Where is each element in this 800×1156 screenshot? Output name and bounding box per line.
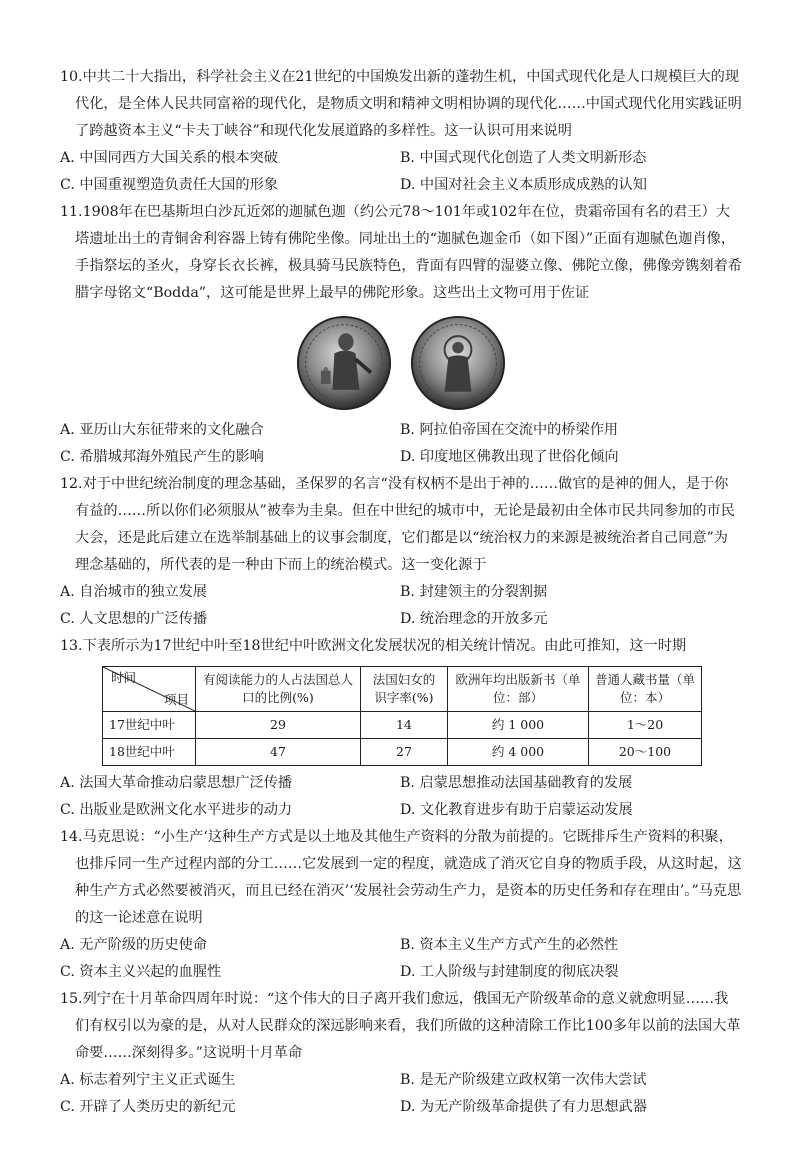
option-c[interactable]: C. 出版业是欧洲文化水平进步的动力 [60, 802, 293, 818]
question-11-stem: 11.1908年在巴基斯坦白沙瓦近郊的迦腻色迦（约公元78～101年或102年在位，贵霜帝国有名的君王）大塔遗址出土的青铜舍利容器上铸有佛陀坐像。同址出土的“迦腻色迦金币（如下图）”正面有迦腻色迦肖像，手指祭坛的圣火，身穿长衣长裤，极具骑马民族特色，背面有四臂的湿婆立像、佛陀立像，佛像旁镌刻着希腊字母铭文“Bodda”，这可能是世界上最早的佛陀形象。这些出土文物可用于佐证 [60, 204, 742, 301]
option-a[interactable]: A. 中国同西方大国关系的根本突破 [60, 150, 278, 166]
option-d[interactable]: D. 文化教育进步有助于启蒙运动发展 [400, 802, 633, 818]
question-13-options [60, 770, 742, 824]
option-c[interactable]: C. 资本主义兴起的血腥性 [60, 964, 222, 980]
kanishka-coin-reverse-icon [410, 315, 506, 411]
option-c[interactable]: C. 希腊城邦海外殖民产生的影响 [60, 449, 264, 465]
table-cell: 1～20 [589, 712, 702, 739]
option-b[interactable]: B. 中国式现代化创造了人类文明新形态 [400, 150, 647, 166]
option-d[interactable]: D. 印度地区佛教出现了世俗化倾向 [400, 449, 619, 465]
question-15 [60, 986, 742, 1121]
question-13-stem: 13.下表所示为17世纪中叶至18世纪中叶欧洲文化发展状况的相关统计情况。由此可推知，这一时期 [60, 638, 687, 654]
question-12-stem: 12.对于中世纪统治制度的理念基础，圣保罗的名言“没有权柄不是出于神的……做官的是神的佣人，是于你有益的……所以你们必须服从”被奉为圭臬。但在中世纪的城市中，无论是最初由全体市民共同参加的市民大会，还是此后建立在选举制基础上的议事会制度，它们都是以“统治权力的来源是被统治者自己同意”为理念基础的，所代表的是一种由下而上的统治模式。这一变化源于 [60, 476, 735, 573]
table-row-label: 17世纪中叶 [103, 712, 196, 739]
table-cell: 27 [361, 739, 448, 766]
table-row-label: 18世纪中叶 [103, 739, 196, 766]
option-b[interactable]: B. 阿拉伯帝国在交流中的桥梁作用 [400, 422, 619, 438]
question-11-options [60, 417, 742, 471]
table-header-row [103, 667, 702, 712]
corner-label-item: 项目 [163, 692, 189, 707]
question-14 [60, 824, 742, 986]
option-a[interactable]: A. 法国大革命推动启蒙思想广泛传播 [60, 775, 293, 791]
question-11 [60, 199, 742, 471]
question-12-options [60, 579, 742, 633]
table-row [103, 712, 702, 739]
question-10-stem: 10.中共二十大指出，科学社会主义在21世纪的中国焕发出新的蓬勃生机，中国式现代化是人口规模巨大的现代化，是全体人民共同富裕的现代化，是物质文明和精神文明相协调的现代化……中国式现代化用实践证明了跨越资本主义“卡夫丁峡谷”和现代化发展道路的多样性。这一认识可用来说明 [60, 69, 742, 139]
question-13 [60, 633, 742, 824]
table-header-cell: 有阅读能力的人占法国总人口的比例(%) [196, 667, 361, 712]
option-a[interactable]: A. 亚历山大东征带来的文化融合 [60, 422, 264, 438]
corner-label-time: 时间 [111, 670, 137, 685]
table-cell: 14 [361, 712, 448, 739]
table-cell: 47 [196, 739, 361, 766]
table-header-cell: 欧洲年均出版新书（单位：部） [448, 667, 589, 712]
coin-figure [60, 315, 742, 411]
table-cell: 29 [196, 712, 361, 739]
question-12 [60, 471, 742, 633]
option-d[interactable]: D. 统治理念的开放多元 [400, 611, 548, 627]
option-b[interactable]: B. 封建领主的分裂割据 [400, 584, 548, 600]
option-c[interactable]: C. 开辟了人类历史的新纪元 [60, 1099, 236, 1115]
option-a[interactable]: A. 无产阶级的历史使命 [60, 937, 207, 953]
culture-stats-table [102, 666, 702, 766]
question-14-options [60, 932, 742, 986]
table-header-cell: 普通人藏书量（单位：本） [589, 667, 702, 712]
option-b[interactable]: B. 是无产阶级建立政权第一次伟大尝试 [400, 1072, 647, 1088]
question-14-stem: 14.马克思说：“小生产‘这种生产方式是以土地及其他生产资料的分散为前提的。它既排斥生产资料的积聚，也排斥同一生产过程内部的分工……它发展到一定的程度，就造成了消灭它自身的物质手段，从这时起，这种生产方式必然要被消灭，而且已经在消灭’‘发展社会劳动生产力，是资本的历史任务和存在理由’。”马克思的这一论述意在说明 [60, 829, 742, 926]
option-d[interactable]: D. 工人阶级与封建制度的彻底决裂 [400, 964, 619, 980]
question-10 [60, 64, 742, 199]
table-cell: 20～100 [589, 739, 702, 766]
option-c[interactable]: C. 人文思想的广泛传播 [60, 611, 208, 627]
option-a[interactable]: A. 标志着列宁主义正式诞生 [60, 1072, 236, 1088]
option-a[interactable]: A. 自治城市的独立发展 [60, 584, 207, 600]
question-15-options [60, 1067, 742, 1121]
option-b[interactable]: B. 启蒙思想推动法国基础教育的发展 [400, 775, 633, 791]
table-cell: 约 4 000 [448, 739, 589, 766]
table-corner-cell [103, 667, 196, 712]
question-15-stem: 15.列宁在十月革命四周年时说：“这个伟大的日子离开我们愈远，俄国无产阶级革命的意义就愈明显……我们有权引以为豪的是，从对人民群众的深远影响来看，我们所做的这种清除工作比100多年以前的法国大革命要……深刻得多。”这说明十月革命 [60, 991, 741, 1061]
question-10-options [60, 145, 742, 199]
option-d[interactable]: D. 中国对社会主义本质形成成熟的认知 [400, 177, 647, 193]
table-cell: 约 1 000 [448, 712, 589, 739]
kanishka-coin-obverse-icon [296, 315, 392, 411]
option-b[interactable]: B. 资本主义生产方式产生的必然性 [400, 937, 619, 953]
option-c[interactable]: C. 中国重视塑造负责任大国的形象 [60, 177, 278, 193]
table-row [103, 739, 702, 766]
table-header-cell: 法国妇女的识字率(%) [361, 667, 448, 712]
option-d[interactable]: D. 为无产阶级革命提供了有力思想武器 [400, 1099, 647, 1115]
